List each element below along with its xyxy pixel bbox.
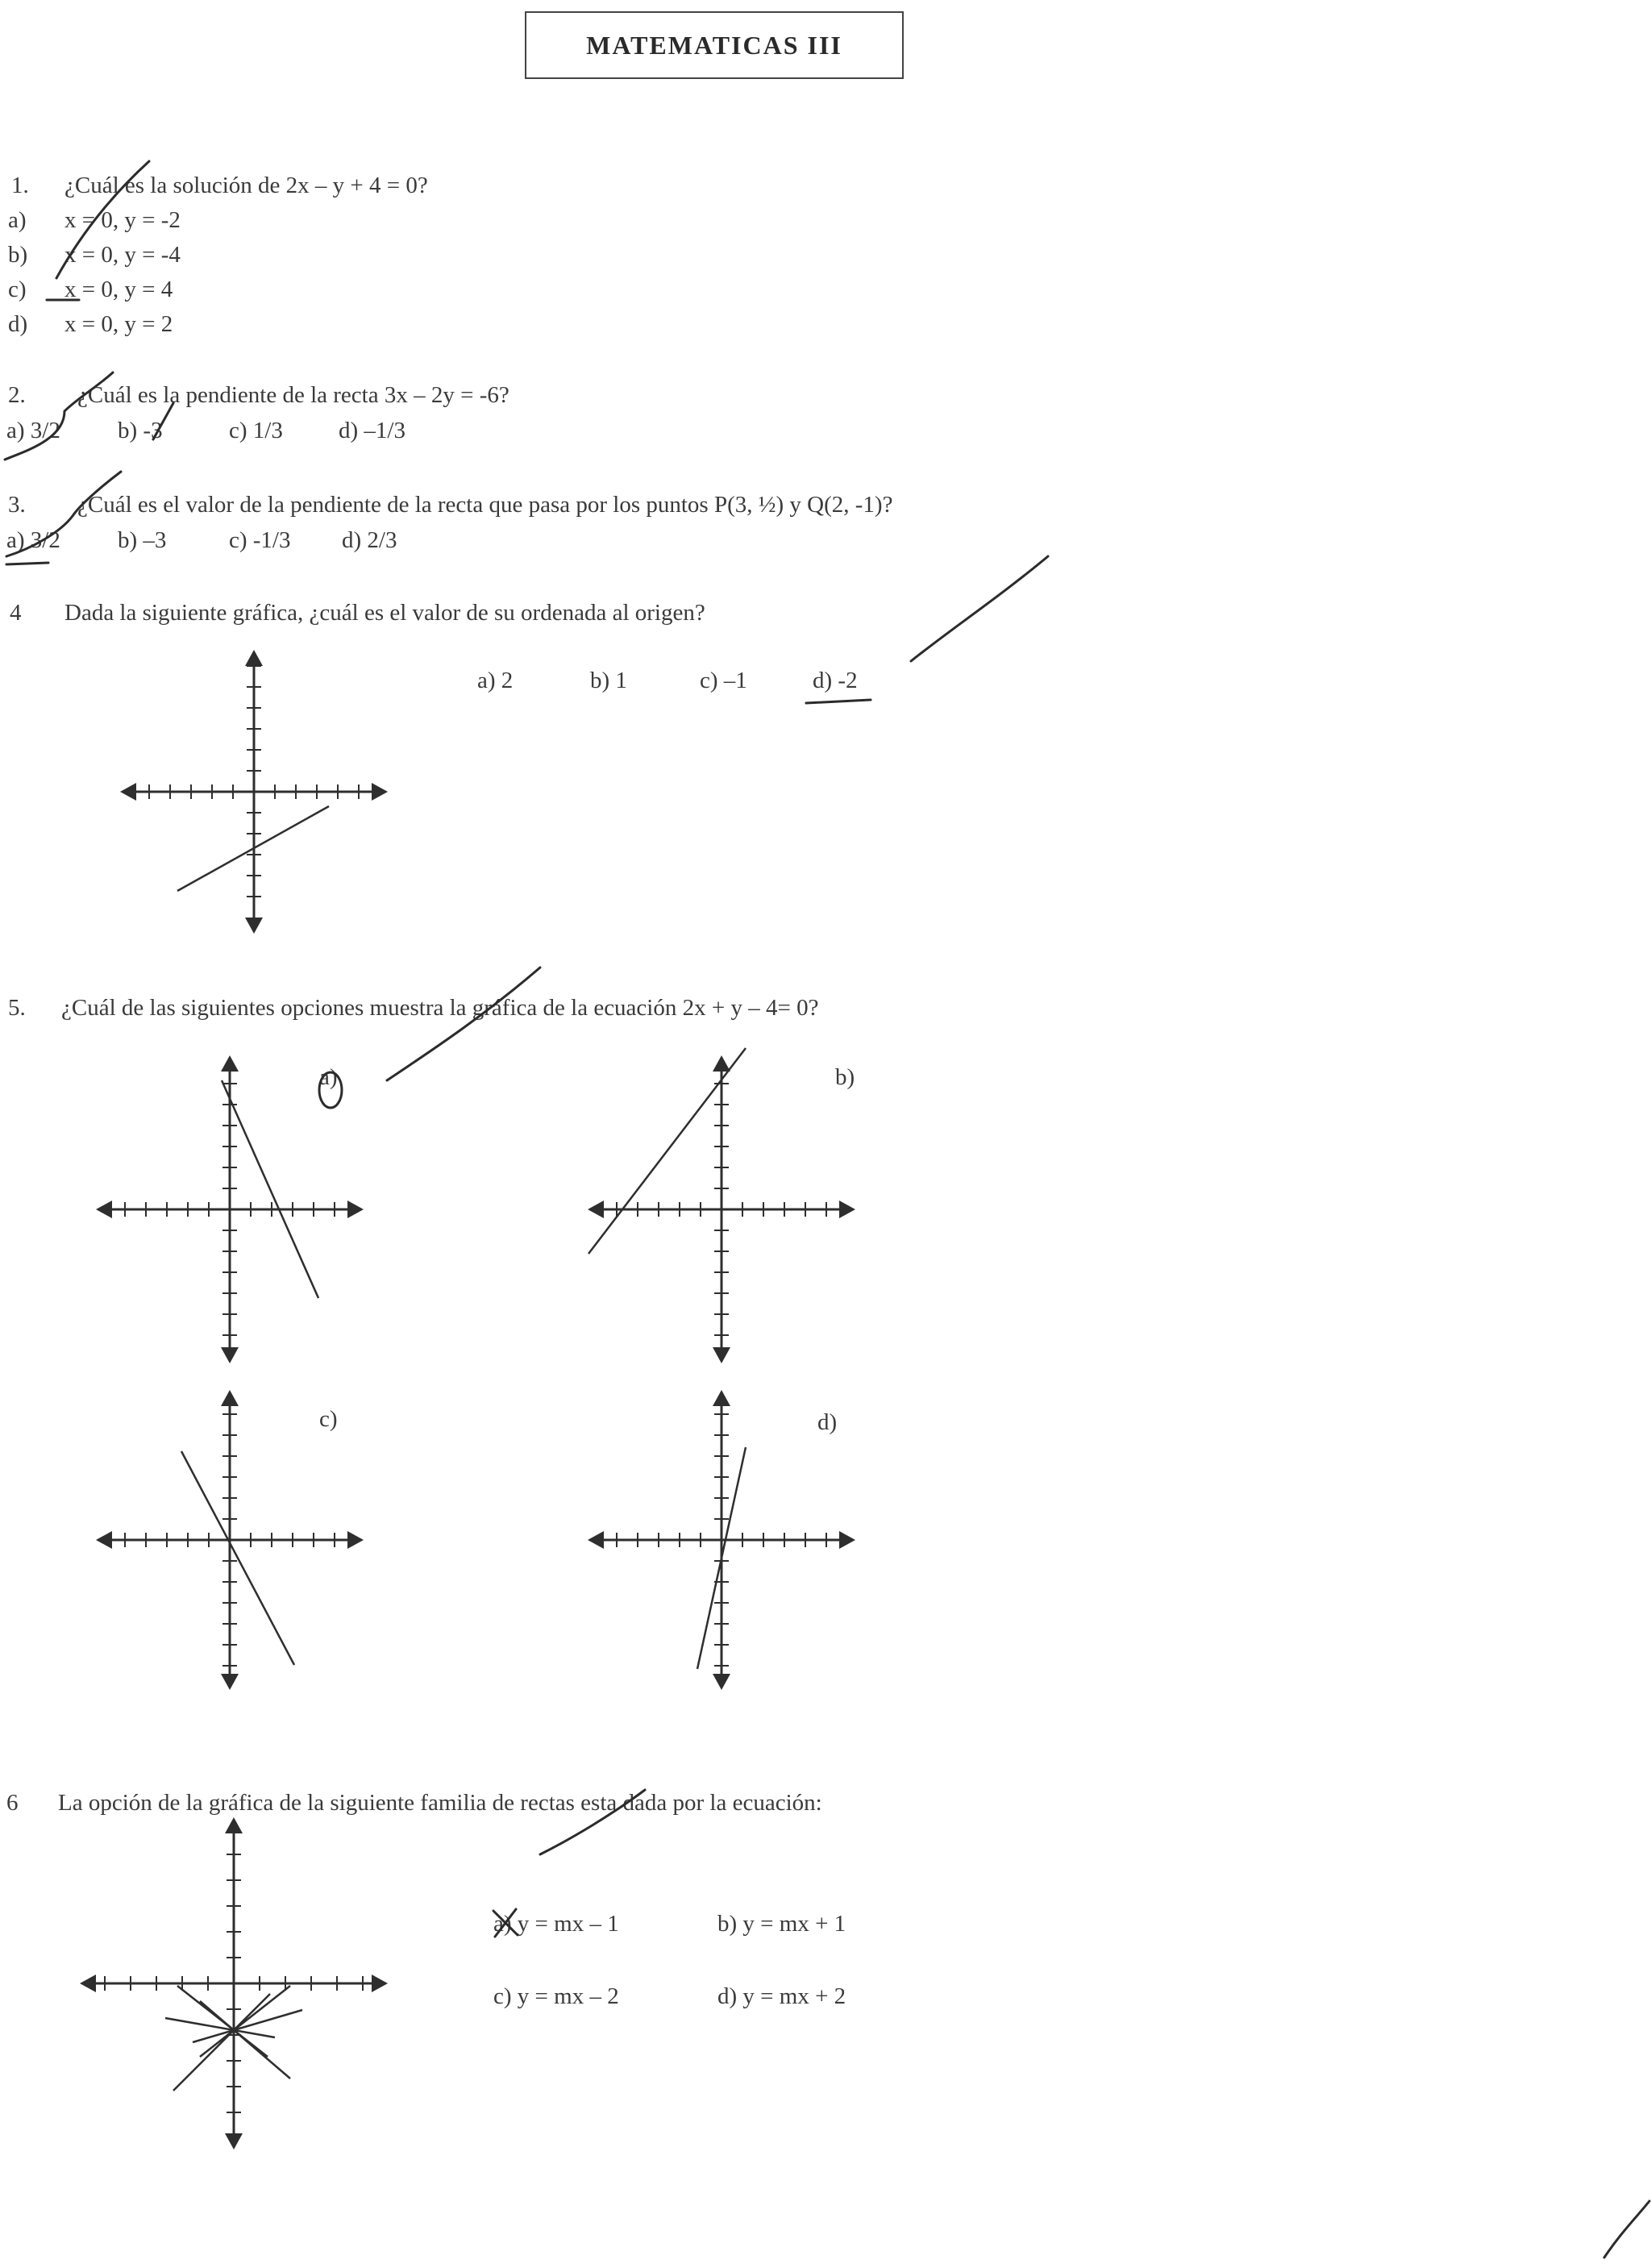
graph-label-d: d) xyxy=(817,1409,838,1435)
option-a: a) 3/2 xyxy=(6,527,60,553)
option-b: b) -3 xyxy=(118,418,163,443)
question-text: ¿Cuál de las siguientes opciones muestra la gráfica de la ecuación 2x + y – 4= 0? xyxy=(61,995,819,1021)
option-text: x = 0, y = -4 xyxy=(64,242,181,268)
arrow-left-icon xyxy=(588,1201,604,1218)
option-d: d) -2 xyxy=(813,668,858,693)
question-text: La opción de la gráfica de la siguiente familia de rectas esta dada por la ecuación: xyxy=(58,1790,822,1816)
arrow-left-icon xyxy=(96,1201,112,1218)
option-text: x = 0, y = -2 xyxy=(64,207,181,233)
option-letter: a) xyxy=(8,207,27,233)
page-title: MATEMATICAS III xyxy=(586,30,842,60)
family-line xyxy=(200,2001,290,2079)
arrow-right-icon xyxy=(347,1531,364,1549)
arrow-right-icon xyxy=(839,1201,855,1218)
option-b: b) –3 xyxy=(118,527,167,553)
option-c: c) y = mx – 2 xyxy=(493,1983,619,2009)
option-d: d) –1/3 xyxy=(339,418,405,443)
question-number: 2. xyxy=(8,382,26,408)
arrow-up-icon xyxy=(713,1390,730,1406)
graph-label-c: c) xyxy=(319,1406,338,1432)
question-number: 4 xyxy=(10,600,22,626)
question-number: 6 xyxy=(6,1790,19,1816)
option-a: a) y = mx – 1 xyxy=(493,1911,619,1937)
arrow-up-icon xyxy=(221,1055,239,1072)
option-b: b) y = mx + 1 xyxy=(717,1911,846,1937)
option-text: x = 0, y = 4 xyxy=(64,277,173,302)
option-a: a) 3/2 xyxy=(6,418,60,443)
option-letter: c) xyxy=(8,277,27,302)
arrow-right-icon xyxy=(839,1531,855,1549)
q5-graph-c xyxy=(89,1379,371,1701)
option-letter: d) xyxy=(8,311,28,337)
question-number: 1. xyxy=(11,173,29,198)
arrow-left-icon xyxy=(96,1531,112,1549)
q5-graph-b xyxy=(580,1040,863,1363)
arrow-up-icon xyxy=(245,650,263,666)
question-text: Dada la siguiente gráfica, ¿cuál es el valor de su ordenada al origen? xyxy=(64,600,705,626)
graph-label-b: b) xyxy=(835,1064,855,1090)
question-number: 5. xyxy=(8,995,26,1021)
graph-line xyxy=(181,1451,294,1665)
title-box xyxy=(525,11,904,79)
arrow-down-icon xyxy=(221,1347,239,1363)
graph-label-a: a) xyxy=(319,1064,338,1090)
arrow-right-icon xyxy=(372,1975,388,1992)
arrow-up-icon xyxy=(221,1390,239,1406)
q5-graph-d xyxy=(580,1379,863,1701)
q4-graph xyxy=(113,645,395,951)
arrow-down-icon xyxy=(713,1347,730,1363)
option-text: x = 0, y = 2 xyxy=(64,311,173,337)
option-d: d) 2/3 xyxy=(342,527,397,553)
arrow-left-icon xyxy=(80,1975,96,1992)
q6-graph xyxy=(64,1822,419,2177)
q5-graph-a xyxy=(89,1040,371,1363)
arrow-up-icon xyxy=(225,1817,243,1833)
option-letter: b) xyxy=(8,242,28,268)
question-number: 3. xyxy=(8,492,26,518)
family-line xyxy=(173,1994,270,2091)
option-d: d) y = mx + 2 xyxy=(717,1983,846,2009)
option-c: c) 1/3 xyxy=(229,418,283,443)
option-a: a) 2 xyxy=(477,668,514,693)
option-b: b) 1 xyxy=(590,668,627,693)
option-c: c) -1/3 xyxy=(229,527,291,553)
arrow-up-icon xyxy=(713,1055,730,1072)
question-text: ¿Cuál es la pendiente de la recta 3x – 2y = -6? xyxy=(77,382,509,408)
arrow-right-icon xyxy=(347,1201,364,1218)
question-text: ¿Cuál es el valor de la pendiente de la recta que pasa por los puntos P(3, ½) y Q(2, -1)? xyxy=(77,492,893,518)
arrow-down-icon xyxy=(245,918,263,934)
question-text: ¿Cuál es la solución de 2x – y + 4 = 0? xyxy=(64,173,428,198)
arrow-down-icon xyxy=(713,1674,730,1690)
option-c: c) –1 xyxy=(700,668,747,693)
arrow-down-icon xyxy=(225,2133,243,2149)
arrow-right-icon xyxy=(372,783,388,801)
family-line xyxy=(200,1986,290,2057)
arrow-left-icon xyxy=(120,783,136,801)
arrow-down-icon xyxy=(221,1674,239,1690)
arrow-left-icon xyxy=(588,1531,604,1549)
